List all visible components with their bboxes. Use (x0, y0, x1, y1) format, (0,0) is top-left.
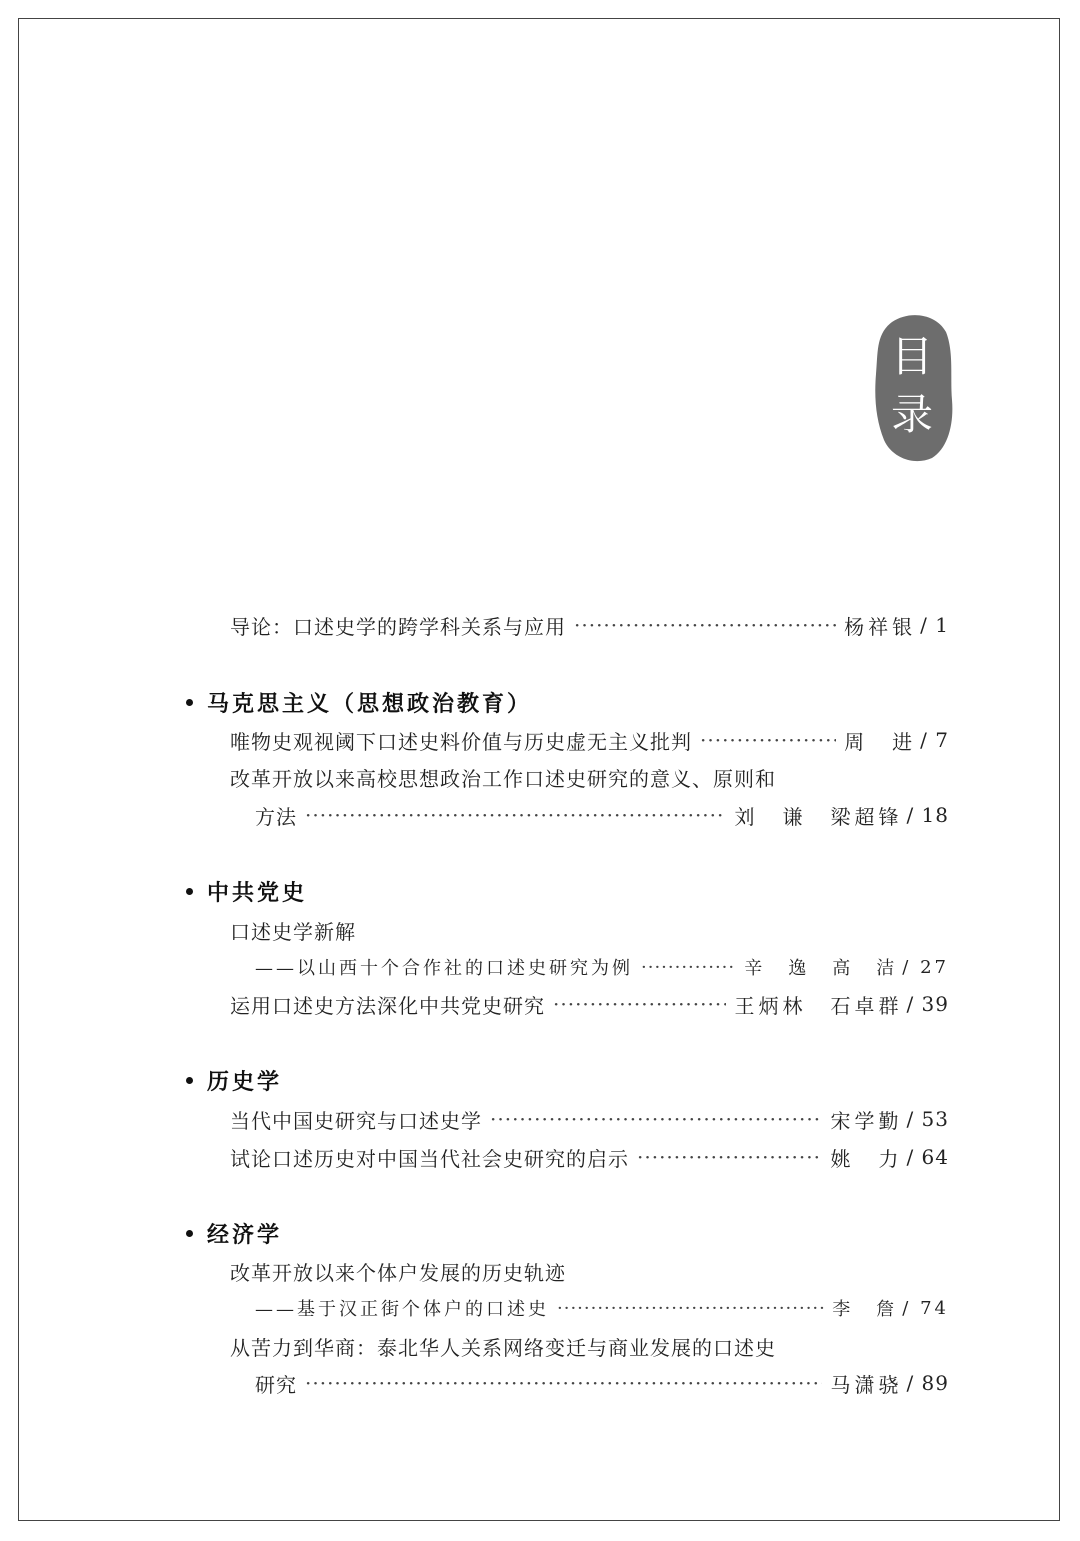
dot-leader (637, 1145, 822, 1169)
toc-entry[interactable] (230, 989, 949, 1019)
bullet-icon (186, 1230, 193, 1237)
entry-title: 口述史学新解 (230, 919, 356, 944)
dot-leader (553, 992, 726, 1016)
section-heading-history (186, 1063, 282, 1097)
entry-page: / 74 (902, 1297, 949, 1319)
dot-leader (574, 613, 836, 637)
entry-author: 姚 力 (830, 1146, 903, 1171)
entry-title: 唯物史观视阈下口述史料价值与历史虚无主义批判 (230, 729, 692, 754)
entry-title: 导论：口述史学的跨学科关系与应用 (230, 614, 566, 639)
entry-author: 马潇骁 (830, 1372, 903, 1397)
entry-title: 试论口述历史对中国当代社会史研究的启示 (230, 1146, 629, 1171)
entry-page: / 27 (902, 956, 949, 978)
entry-author: 杨祥银 (844, 614, 917, 639)
contents-seal (870, 308, 954, 464)
entry-title-cont: 研究 (255, 1372, 297, 1397)
toc-entry[interactable] (230, 725, 949, 755)
dot-leader (700, 728, 836, 752)
toc-entry-line2[interactable] (255, 1368, 949, 1398)
entry-author: 周 进 (844, 729, 917, 754)
toc-entry[interactable] (230, 1104, 949, 1134)
toc-entry[interactable] (230, 1142, 949, 1172)
dot-leader (557, 1298, 824, 1319)
entry-page: / 1 (920, 613, 949, 637)
seal-char-1: 目 (890, 332, 933, 381)
entry-page: / 64 (906, 1145, 949, 1169)
section-heading-economics (186, 1216, 282, 1250)
entry-author: 李 詹 (832, 1299, 899, 1320)
entry-author: 刘 谦 梁超锋 (734, 804, 903, 829)
section-title: 马克思主义（思想政治教育） (207, 691, 533, 717)
section-title: 历史学 (207, 1069, 283, 1095)
entry-subtitle: ——以山西十个合作社的口述史研究为例 (255, 958, 633, 979)
section-heading-party-history (186, 874, 307, 908)
entry-title: 当代中国史研究与口述史学 (230, 1108, 482, 1133)
dot-leader (641, 957, 736, 978)
toc-entry-intro[interactable] (230, 610, 949, 640)
entry-author: 辛 逸 高 洁 (744, 958, 899, 979)
entry-title-cont: 方法 (255, 804, 297, 829)
entry-page: / 39 (906, 992, 949, 1016)
entry-author: 宋学勤 (830, 1108, 903, 1133)
entry-page: / 53 (906, 1107, 949, 1131)
entry-title: 改革开放以来个体户发展的历史轨迹 (230, 1260, 566, 1285)
toc-entry-line1[interactable] (230, 1331, 949, 1361)
section-title: 中共党史 (207, 880, 308, 906)
entry-subtitle: ——基于汉正街个体户的口述史 (255, 1299, 549, 1320)
entry-title: 改革开放以来高校思想政治工作口述史研究的意义、原则和 (230, 766, 776, 791)
entry-page: / 18 (906, 803, 949, 827)
toc-entry-line1[interactable] (230, 1256, 949, 1286)
bullet-icon (186, 888, 193, 895)
entry-page: / 7 (920, 728, 949, 752)
bullet-icon (186, 1077, 193, 1084)
entry-title: 从苦力到华商：泰北华人关系网络变迁与商业发展的口述史 (230, 1335, 776, 1360)
seal-char-2: 录 (890, 390, 933, 439)
entry-author: 王炳林 石卓群 (734, 993, 903, 1018)
toc-entry-subtitle[interactable] (255, 1293, 949, 1323)
toc-entry-line1[interactable] (230, 762, 949, 792)
bullet-icon (186, 699, 193, 706)
toc-entry-line1[interactable] (230, 915, 949, 945)
toc-entry-subtitle[interactable] (255, 952, 949, 982)
entry-page: / 89 (906, 1371, 949, 1395)
dot-leader (490, 1107, 822, 1131)
section-heading-marxism (186, 685, 532, 719)
dot-leader (305, 803, 726, 827)
entry-title: 运用口述史方法深化中共党史研究 (230, 993, 545, 1018)
dot-leader (305, 1371, 822, 1395)
toc-entry-line2[interactable] (255, 800, 949, 830)
section-title: 经济学 (207, 1222, 283, 1248)
